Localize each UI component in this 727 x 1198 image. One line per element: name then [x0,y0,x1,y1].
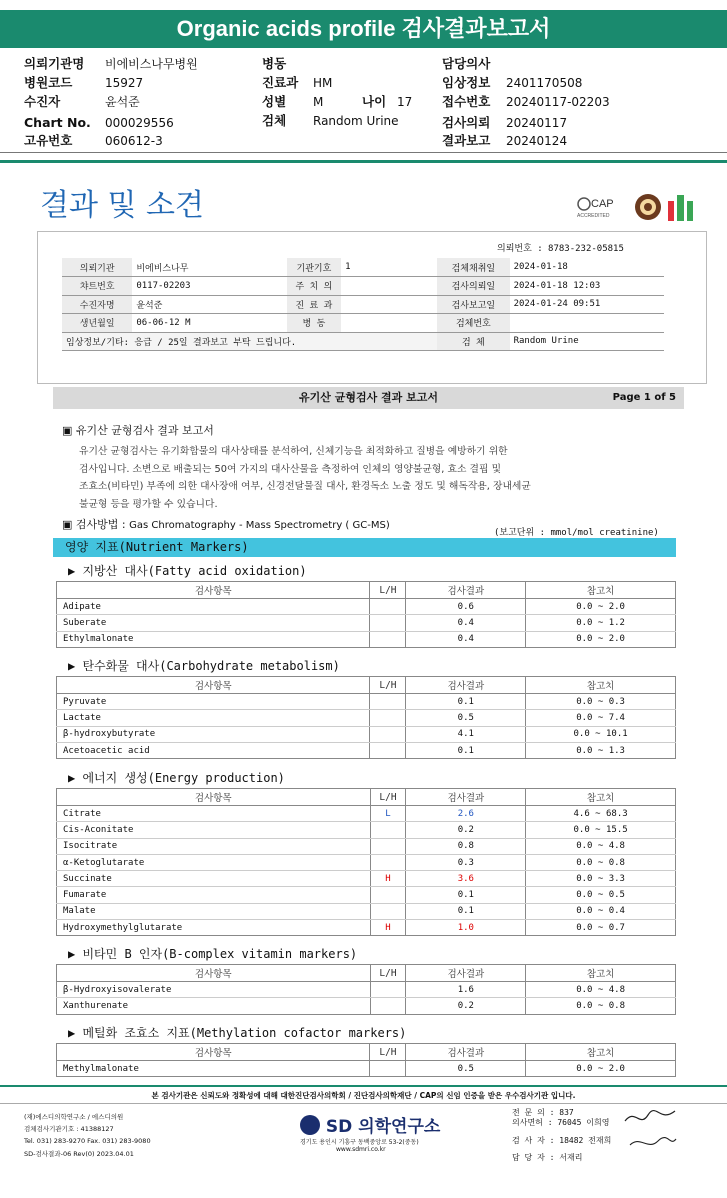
analyte-name: Suberate [57,615,370,631]
reference-range: 0.0 ~ 0.3 [526,694,676,710]
reference-range: 0.0 ~ 7.4 [526,710,676,726]
analyte-name: Malate [57,903,371,919]
report-title: 유기산 균형검사 결과 보고서 [299,391,438,404]
table-row [57,599,676,615]
reference-range: 0.0 ~ 0.4 [526,903,676,919]
info-cell: 2024-01-18 [510,258,664,277]
flag: H [370,920,406,936]
request-number: 의뢰번호 : 8783-232-05815 [497,244,624,254]
header-row [57,677,676,694]
sd-logo [300,1112,440,1137]
info-cell: 윤석준 [132,295,286,314]
intro-line: 불균형 등을 평가할 수 있습니다. [79,498,218,510]
table-row [57,631,676,647]
header-label: 고유번호 [24,133,73,148]
info-cell: 챠트번호 [62,277,132,296]
seal-icon [634,193,662,225]
info-cell: 2024-01-24 09:51 [510,295,664,314]
column-header: 참고치 [526,1044,676,1061]
reference-range: 0.0 ~ 0.7 [526,920,676,936]
footer-address: 경기도 용인시 기흥구 동백중앙로 53-2(중동) [300,1139,419,1146]
column-header: 검사결과 [406,1044,526,1061]
analyte-name: Hydroxymethylglutarate [57,920,371,936]
result-value: 0.4 [406,631,526,647]
result-value: 0.1 [406,742,526,758]
table-row [57,854,676,870]
table-row [57,726,676,742]
column-header: 검사항목 [57,965,371,982]
column-header: 검사결과 [406,677,526,694]
header-label: 검사의뢰 [442,115,491,130]
reference-range: 0.0 ~ 10.1 [526,726,676,742]
report-bar [53,387,684,409]
header-label: 진료과 [262,75,299,90]
result-value: 1.6 [406,982,526,998]
flag [370,982,406,998]
sd-logo-icon [300,1115,320,1135]
age-value: 17 [397,95,413,109]
analyte-name: Xanthurenate [57,998,371,1014]
svg-text:ACCREDITED: ACCREDITED [577,213,610,219]
table-row [57,710,676,726]
signature-line: 검 사 자 : 18482 전재희 [512,1136,612,1145]
info-cell: 주 치 의 [287,277,341,296]
header-value: 060612-3 [105,134,163,148]
info-cell: 병 동 [287,314,341,333]
flag [370,903,406,919]
analyte-name: Acetoacetic acid [57,742,370,758]
analyte-name: Succinate [57,871,371,887]
header-label: 임상정보 [442,75,491,90]
flag [370,838,406,854]
cap-logo [576,192,628,224]
footer-line: Tel. 031) 283-9270 Fax. 031) 283-9080 [24,1137,151,1145]
flag [370,726,406,742]
header-value: 윤석준 [105,95,140,109]
info-cell: 검 체 [437,332,509,351]
header-label: 접수번호 [442,94,491,109]
table-row [57,998,676,1014]
column-header: 참고치 [526,789,676,806]
result-value: 4.1 [406,726,526,742]
divider [0,1085,727,1087]
info-cell [341,295,437,314]
info-cell: 2024-01-18 12:03 [510,277,664,296]
flag [370,599,406,615]
section-heading: ▶ 에너지 생성(Energy production) [68,771,285,785]
method-line [62,516,390,532]
reference-range: 0.0 ~ 15.5 [526,822,676,838]
flag [370,710,406,726]
header-label: 병동 [262,56,287,71]
column-header: 참고치 [526,677,676,694]
footer-site: www.sdmri.co.kr [336,1146,386,1153]
column-header: 참고치 [526,582,676,599]
unit-note: (보고단위 : mmol/mol creatinine) [494,528,659,538]
result-value: 0.8 [406,838,526,854]
signature-line: 전 문 의 : 837 [512,1108,574,1117]
info-row [62,277,664,296]
intro-heading: ▣ 유기산 균형검사 결과 보고서 [62,424,214,437]
results-table [56,581,676,648]
info-cell: 비에비스나무 [132,258,286,277]
divider [0,152,727,153]
flag [370,822,406,838]
intro-line: 유기산 균형검사는 유기화합물의 대사상태를 분석하여, 신체기능을 최적화하고 질병을 예방하기 위한 [79,446,508,457]
flag: L [370,806,406,822]
flag [370,694,406,710]
header-label: 결과보고 [442,133,491,148]
header-row [57,965,676,982]
brand-name: SD 의학연구소 [325,1117,441,1137]
header-value: M [313,95,324,109]
header-label: Chart No. [24,115,91,130]
column-header: 검사항목 [57,677,370,694]
reference-range: 0.0 ~ 0.8 [526,854,676,870]
table-row [57,615,676,631]
table-row [57,694,676,710]
report-title-bar: Organic acids profile 검사결과보고서 [0,10,727,48]
intro-paragraph [79,443,679,513]
header-value: 20240117 [506,116,568,130]
flag [370,887,406,903]
header-row [57,1044,676,1061]
column-header: 참고치 [526,965,676,982]
column-header: L/H [370,1044,406,1061]
analyte-name: Lactate [57,710,370,726]
header-label: 수진자 [24,94,61,109]
result-value: 0.1 [406,694,526,710]
info-cell: 0117-02203 [132,277,286,296]
table-row [57,822,676,838]
column-header: 검사결과 [406,965,526,982]
table-row [57,903,676,919]
flag [370,615,406,631]
header-value: 15927 [105,76,144,90]
column-header: L/H [370,789,406,806]
section-heading: ▶ 메틸화 조효소 지표(Methylation cofactor markers) [68,1026,407,1040]
page-indicator: Page 1 of 5 [612,392,676,403]
info-cell: 검사보고일 [437,295,509,314]
header-row [57,582,676,599]
age-label: 나이 [362,94,387,109]
analyte-name: Isocitrate [57,838,371,854]
flag [370,631,406,647]
flag [370,998,406,1014]
results-table [56,1043,676,1077]
result-value: 0.3 [406,854,526,870]
result-value: 0.1 [406,903,526,919]
results-table [56,788,676,936]
footer-line: (재)에스디의학연구소 / 에스디의원 [24,1113,124,1121]
header-value: 2401170508 [506,76,583,90]
divider [0,160,727,163]
column-header: 검사항목 [57,789,371,806]
reference-range: 0.0 ~ 1.3 [526,742,676,758]
intro-line: 검사입니다. 소변으로 배출되는 50여 가지의 대사산물을 측정하여 인체의 영양불균형, 효소 결핍 및 [79,463,502,475]
header-value: 20240124 [506,134,568,148]
header-label: 병원코드 [24,75,73,90]
result-value: 0.1 [406,887,526,903]
result-value: 0.5 [406,1061,526,1077]
result-value: 0.6 [406,599,526,615]
table-row [57,806,676,822]
divider [0,1103,727,1104]
analyte-name: Fumarate [57,887,371,903]
accreditation-icon [668,193,694,225]
column-header: 검사결과 [406,582,526,599]
flag [370,854,406,870]
signature-line: 의사면허 : 76045 이희영 [512,1118,610,1127]
analyte-name: Pyruvate [57,694,370,710]
reference-range: 0.0 ~ 2.0 [526,631,676,647]
clinical-info-label: 임상정보/기타 [66,337,124,348]
analyte-name: Adipate [57,599,370,615]
method-value: Gas Chromatography - Mass Spectrometry ( GC-MS) [129,520,390,531]
info-cell [341,314,437,333]
flag [370,1061,406,1077]
header-value: HM [313,76,333,90]
table-row [57,838,676,854]
reference-range: 0.0 ~ 4.8 [526,838,676,854]
footer-line: 검체검사기관기호 : 41388127 [24,1125,114,1133]
info-cell: 기관기호 [287,258,341,277]
flag [370,742,406,758]
nutrient-markers-bar: 영양 지표(Nutrient Markers) [53,538,676,557]
reference-range: 0.0 ~ 2.0 [526,1061,676,1077]
footer-line: SD-검사결과-06 Rev(0) 2023.04.01 [24,1150,134,1158]
svg-text:CAP: CAP [591,198,614,210]
table-row [57,871,676,887]
reference-range: 0.0 ~ 4.8 [526,982,676,998]
column-header: L/H [370,965,406,982]
info-cell: Random Urine [510,332,664,351]
header-label: 검체 [262,113,287,128]
table-row [57,920,676,936]
clinical-info-value: : 응급 / 25일 결과보고 부탁 드립니다. [123,337,297,348]
column-header: 검사항목 [57,582,370,599]
section-heading: ▶ 지방산 대사(Fatty acid oxidation) [68,564,307,578]
patient-info-table [62,258,664,351]
header-value: Random Urine [313,114,399,128]
analyte-name: β-Hydroxyisovalerate [57,982,371,998]
reference-range: 0.0 ~ 0.5 [526,887,676,903]
column-header: 검사결과 [406,789,526,806]
table-row [57,982,676,998]
signature-line: 담 당 자 : 서재리 [512,1153,583,1162]
result-value: 0.4 [406,615,526,631]
table-row [57,887,676,903]
column-header: L/H [370,677,406,694]
info-cell [341,277,437,296]
info-cell: 의뢰기관 [62,258,132,277]
method-label: ▣ 검사방법 : [62,518,126,531]
reference-range: 0.0 ~ 0.8 [526,998,676,1014]
header-value: 비에비스나무병원 [105,57,198,71]
header-value: 000029556 [105,116,174,130]
analyte-name: Citrate [57,806,371,822]
results-table [56,964,676,1015]
reference-range: 0.0 ~ 3.3 [526,871,676,887]
info-row [62,314,664,333]
analyte-name: Methylmalonate [57,1061,370,1077]
result-value: 2.6 [406,806,526,822]
header-label: 의뢰기관명 [24,56,85,71]
section-heading: ▶ 탄수화물 대사(Carbohydrate metabolism) [68,659,340,673]
column-header: L/H [370,582,406,599]
footer-notice: 본 검사기관은 신뢰도와 정확성에 대해 대한진단검사의학회 / 진단검사의학재단 / CAP의 신임 인증을 받은 우수검사기관 입니다. [151,1091,576,1100]
analyte-name: Cis-Aconitate [57,822,371,838]
info-cell: 생년월일 [62,314,132,333]
info-cell [510,314,664,333]
signature-image [620,1103,680,1157]
table-row [57,742,676,758]
reference-range: 4.6 ~ 68.3 [526,806,676,822]
header-label: 담당의사 [442,56,491,71]
section-title: 결과 및 소견 [40,188,204,223]
analyte-name: α-Ketoglutarate [57,854,371,870]
result-value: 0.5 [406,710,526,726]
result-value: 1.0 [406,920,526,936]
clinical-info [62,332,437,351]
analyte-name: β-hydroxybutyrate [57,726,370,742]
section-heading: ▶ 비타민 B 인자(B-complex vitamin markers) [68,947,358,961]
info-row [62,295,664,314]
reference-range: 0.0 ~ 1.2 [526,615,676,631]
info-cell: 06-06-12 M [132,314,286,333]
result-value: 0.2 [406,998,526,1014]
column-header: 검사항목 [57,1044,370,1061]
info-row [62,332,664,351]
results-table [56,676,676,759]
flag: H [370,871,406,887]
header-label: 성별 [262,94,287,109]
info-cell: 검체채취일 [437,258,509,277]
header-row [57,789,676,806]
info-cell: 검사의뢰일 [437,277,509,296]
info-cell: 수진자명 [62,295,132,314]
info-cell: 검체번호 [437,314,509,333]
info-cell: 1 [341,258,437,277]
info-cell: 진 료 과 [287,295,341,314]
reference-range: 0.0 ~ 2.0 [526,599,676,615]
intro-line: 조효소(비타민) 부족에 의한 대사장애 여부, 신경전달물질 대사, 환경독소 노출 정도 및 해독작용, 장내세균 [79,481,531,492]
header-value: 20240117-02203 [506,95,610,109]
table-row [57,1061,676,1077]
info-row [62,258,664,277]
analyte-name: Ethylmalonate [57,631,370,647]
result-value: 0.2 [406,822,526,838]
result-value: 3.6 [406,871,526,887]
